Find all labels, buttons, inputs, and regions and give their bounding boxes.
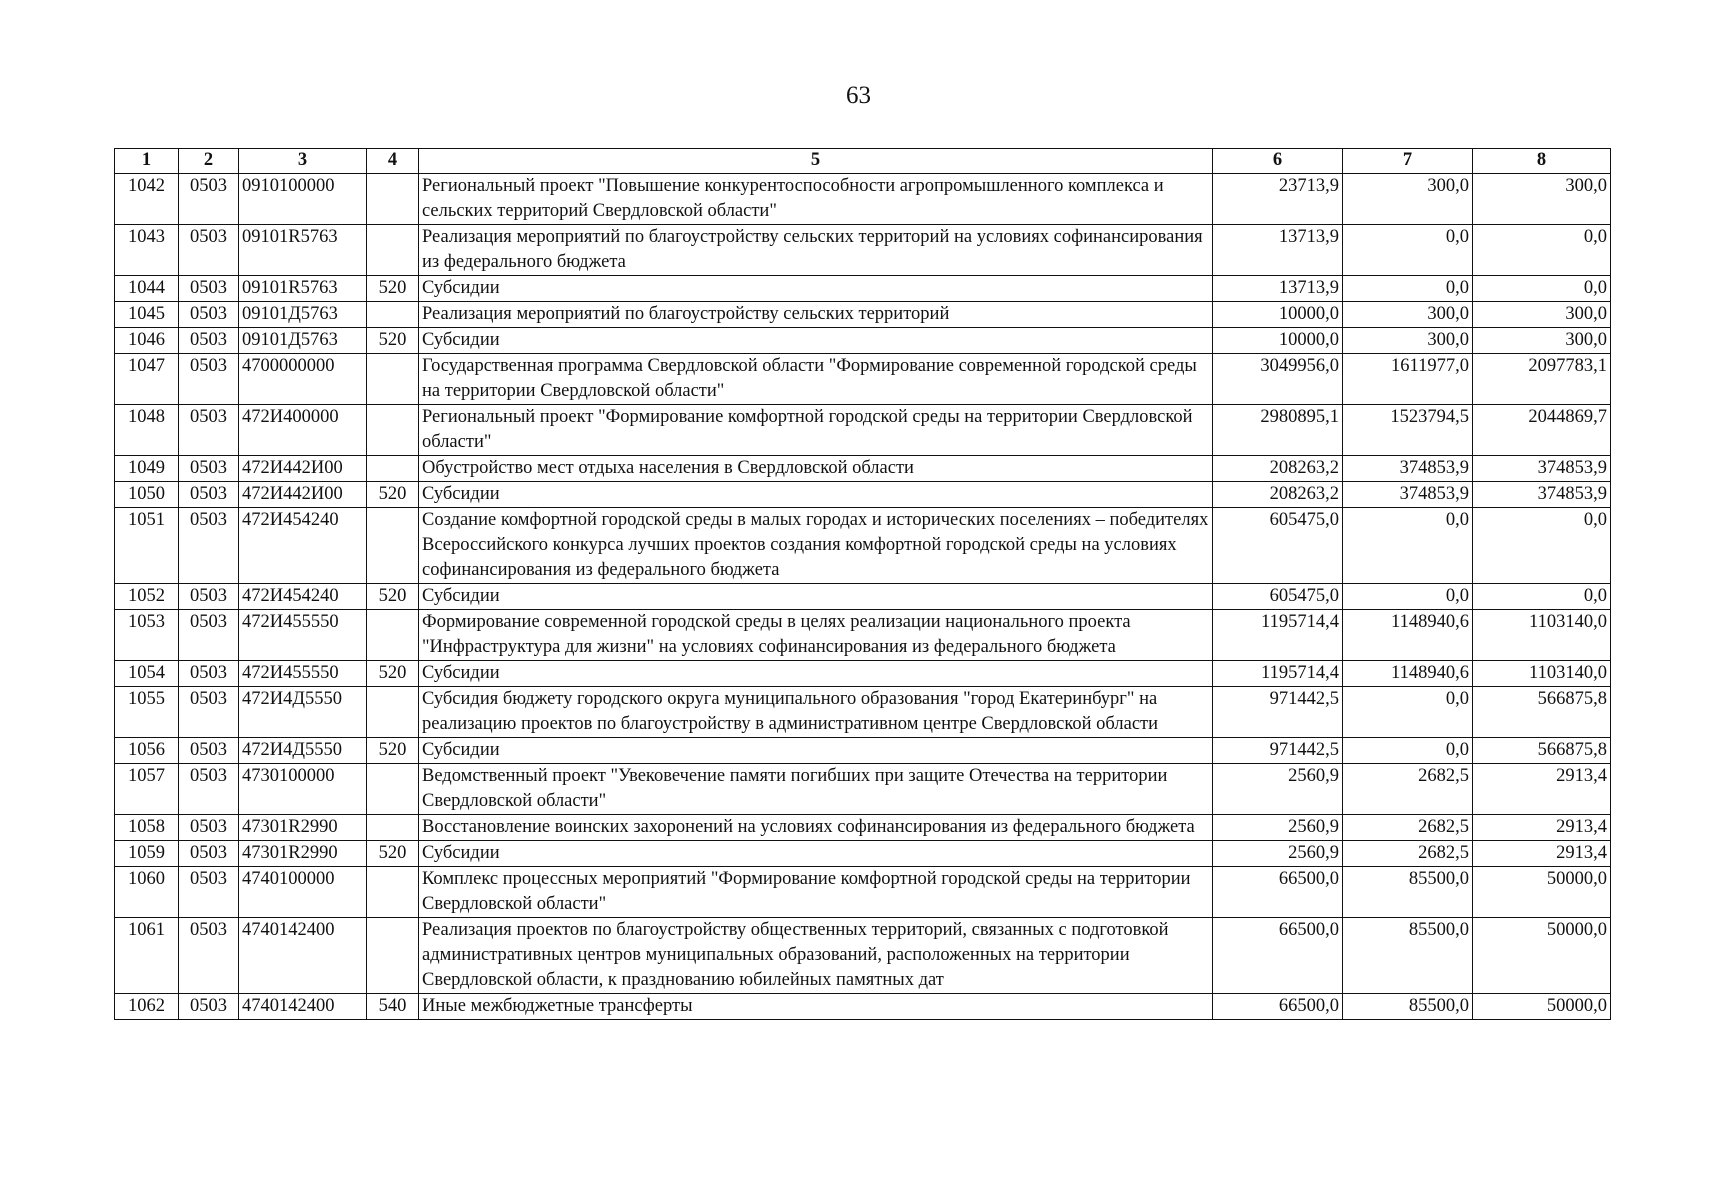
- row-number-cell: 1046: [115, 328, 179, 354]
- amount-col-6-cell: 13713,9: [1213, 225, 1343, 276]
- header-cell: 5: [419, 149, 1213, 174]
- row-number-cell: 1061: [115, 918, 179, 994]
- section-code-cell: 0503: [179, 764, 239, 815]
- budget-table: [114, 148, 1611, 1020]
- expense-type-code-cell: [367, 302, 419, 328]
- row-number-cell: 1062: [115, 994, 179, 1020]
- amount-col-7-cell: 300,0: [1343, 174, 1473, 225]
- expense-type-code-cell: [367, 225, 419, 276]
- row-number-cell: 1045: [115, 302, 179, 328]
- expense-type-code-cell: [367, 815, 419, 841]
- target-article-code-cell: 47301R2990: [239, 815, 367, 841]
- item-name-cell: Ведомственный проект "Увековечение памяти погибших при защите Отечества на территории Свердловской области": [419, 764, 1213, 815]
- amount-col-7-cell: 1148940,6: [1343, 610, 1473, 661]
- item-name-cell: Субсидии: [419, 841, 1213, 867]
- amount-col-8-cell: 50000,0: [1473, 867, 1611, 918]
- item-name-cell: Субсидии: [419, 276, 1213, 302]
- target-article-code-cell: 4730100000: [239, 764, 367, 815]
- section-code-cell: 0503: [179, 918, 239, 994]
- header-cell: 4: [367, 149, 419, 174]
- section-code-cell: 0503: [179, 276, 239, 302]
- expense-type-code-cell: [367, 687, 419, 738]
- amount-col-8-cell: 300,0: [1473, 302, 1611, 328]
- section-code-cell: 0503: [179, 328, 239, 354]
- target-article-code-cell: 472И442И00: [239, 482, 367, 508]
- header-cell: 2: [179, 149, 239, 174]
- item-name-cell: Субсидии: [419, 738, 1213, 764]
- table-row: [115, 225, 1611, 276]
- amount-col-6-cell: 208263,2: [1213, 456, 1343, 482]
- header-cell: 8: [1473, 149, 1611, 174]
- section-code-cell: 0503: [179, 225, 239, 276]
- row-number-cell: 1048: [115, 405, 179, 456]
- table-row: [115, 482, 1611, 508]
- amount-col-8-cell: 1103140,0: [1473, 610, 1611, 661]
- amount-col-8-cell: 2913,4: [1473, 815, 1611, 841]
- section-code-cell: 0503: [179, 610, 239, 661]
- amount-col-6-cell: 2560,9: [1213, 764, 1343, 815]
- row-number-cell: 1056: [115, 738, 179, 764]
- item-name-cell: Создание комфортной городской среды в малых городах и исторических поселениях – победителях Всероссийского конкурса лучших проектов создания комфортной городской среды на условиях софинансирования из федерального бюджета: [419, 508, 1213, 584]
- section-code-cell: 0503: [179, 456, 239, 482]
- row-number-cell: 1059: [115, 841, 179, 867]
- item-name-cell: Государственная программа Свердловской области "Формирование современной городской среды на территории Свердловской области": [419, 354, 1213, 405]
- amount-col-8-cell: 0,0: [1473, 508, 1611, 584]
- target-article-code-cell: 472И454240: [239, 584, 367, 610]
- amount-col-7-cell: 1611977,0: [1343, 354, 1473, 405]
- amount-col-8-cell: 300,0: [1473, 174, 1611, 225]
- expense-type-code-cell: [367, 354, 419, 405]
- row-number-cell: 1049: [115, 456, 179, 482]
- amount-col-6-cell: 2560,9: [1213, 841, 1343, 867]
- section-code-cell: 0503: [179, 405, 239, 456]
- amount-col-6-cell: 66500,0: [1213, 994, 1343, 1020]
- table-row: [115, 405, 1611, 456]
- item-name-cell: Субсидии: [419, 328, 1213, 354]
- row-number-cell: 1060: [115, 867, 179, 918]
- target-article-code-cell: 472И454240: [239, 508, 367, 584]
- section-code-cell: 0503: [179, 482, 239, 508]
- section-code-cell: 0503: [179, 994, 239, 1020]
- header-cell: 1: [115, 149, 179, 174]
- table-row: [115, 328, 1611, 354]
- expense-type-code-cell: 520: [367, 738, 419, 764]
- amount-col-7-cell: 0,0: [1343, 738, 1473, 764]
- expense-type-code-cell: [367, 405, 419, 456]
- target-article-code-cell: 47301R2990: [239, 841, 367, 867]
- amount-col-7-cell: 85500,0: [1343, 867, 1473, 918]
- expense-type-code-cell: 540: [367, 994, 419, 1020]
- section-code-cell: 0503: [179, 508, 239, 584]
- amount-col-8-cell: 374853,9: [1473, 482, 1611, 508]
- target-article-code-cell: 4740100000: [239, 867, 367, 918]
- amount-col-7-cell: 85500,0: [1343, 918, 1473, 994]
- amount-col-6-cell: 2560,9: [1213, 815, 1343, 841]
- table-row: [115, 738, 1611, 764]
- amount-col-8-cell: 2913,4: [1473, 841, 1611, 867]
- amount-col-8-cell: 2044869,7: [1473, 405, 1611, 456]
- target-article-code-cell: 09101Д5763: [239, 328, 367, 354]
- amount-col-8-cell: 374853,9: [1473, 456, 1611, 482]
- amount-col-6-cell: 2980895,1: [1213, 405, 1343, 456]
- amount-col-6-cell: 66500,0: [1213, 867, 1343, 918]
- table-row: [115, 456, 1611, 482]
- item-name-cell: Субсидия бюджету городского округа муниципального образования "город Екатеринбург" на реализацию проектов по благоустройству в административном центре Свердловской области: [419, 687, 1213, 738]
- table-row: [115, 508, 1611, 584]
- row-number-cell: 1053: [115, 610, 179, 661]
- table-row: [115, 174, 1611, 225]
- amount-col-7-cell: 0,0: [1343, 276, 1473, 302]
- amount-col-8-cell: 2913,4: [1473, 764, 1611, 815]
- amount-col-8-cell: 50000,0: [1473, 918, 1611, 994]
- header-cell: 3: [239, 149, 367, 174]
- expense-type-code-cell: 520: [367, 328, 419, 354]
- expense-type-code-cell: 520: [367, 482, 419, 508]
- section-code-cell: 0503: [179, 738, 239, 764]
- item-name-cell: Субсидии: [419, 482, 1213, 508]
- expense-type-code-cell: [367, 867, 419, 918]
- item-name-cell: Реализация проектов по благоустройству общественных территорий, связанных с подготовкой административных центров муниципальных образований, расположенных на территории Свердловской области, к празднованию юбилейных памятных дат: [419, 918, 1213, 994]
- item-name-cell: Реализация мероприятий по благоустройству сельских территорий на условиях софинансирования из федерального бюджета: [419, 225, 1213, 276]
- amount-col-7-cell: 0,0: [1343, 508, 1473, 584]
- amount-col-7-cell: 374853,9: [1343, 456, 1473, 482]
- amount-col-6-cell: 605475,0: [1213, 508, 1343, 584]
- amount-col-8-cell: 50000,0: [1473, 994, 1611, 1020]
- section-code-cell: 0503: [179, 661, 239, 687]
- table-header-row: [115, 149, 1611, 174]
- amount-col-6-cell: 1195714,4: [1213, 661, 1343, 687]
- table-row: [115, 918, 1611, 994]
- table-row: [115, 354, 1611, 405]
- amount-col-7-cell: 1523794,5: [1343, 405, 1473, 456]
- section-code-cell: 0503: [179, 354, 239, 405]
- amount-col-6-cell: 971442,5: [1213, 738, 1343, 764]
- expense-type-code-cell: [367, 174, 419, 225]
- target-article-code-cell: 472И400000: [239, 405, 367, 456]
- header-cell: 7: [1343, 149, 1473, 174]
- amount-col-7-cell: 85500,0: [1343, 994, 1473, 1020]
- amount-col-8-cell: 0,0: [1473, 584, 1611, 610]
- row-number-cell: 1047: [115, 354, 179, 405]
- target-article-code-cell: 472И4Д5550: [239, 738, 367, 764]
- section-code-cell: 0503: [179, 815, 239, 841]
- target-article-code-cell: 472И442И00: [239, 456, 367, 482]
- item-name-cell: Комплекс процессных мероприятий "Формирование комфортной городской среды на территории Свердловской области": [419, 867, 1213, 918]
- amount-col-6-cell: 23713,9: [1213, 174, 1343, 225]
- row-number-cell: 1043: [115, 225, 179, 276]
- row-number-cell: 1057: [115, 764, 179, 815]
- section-code-cell: 0503: [179, 302, 239, 328]
- target-article-code-cell: 472И455550: [239, 661, 367, 687]
- section-code-cell: 0503: [179, 687, 239, 738]
- item-name-cell: Региональный проект "Повышение конкурентоспособности агропромышленного комплекса и сельских территорий Свердловской области": [419, 174, 1213, 225]
- amount-col-8-cell: 566875,8: [1473, 738, 1611, 764]
- row-number-cell: 1058: [115, 815, 179, 841]
- target-article-code-cell: 472И4Д5550: [239, 687, 367, 738]
- amount-col-7-cell: 0,0: [1343, 225, 1473, 276]
- section-code-cell: 0503: [179, 174, 239, 225]
- row-number-cell: 1044: [115, 276, 179, 302]
- amount-col-8-cell: 2097783,1: [1473, 354, 1611, 405]
- item-name-cell: Субсидии: [419, 584, 1213, 610]
- item-name-cell: Субсидии: [419, 661, 1213, 687]
- row-number-cell: 1052: [115, 584, 179, 610]
- amount-col-8-cell: 0,0: [1473, 225, 1611, 276]
- amount-col-6-cell: 3049956,0: [1213, 354, 1343, 405]
- target-article-code-cell: 4740142400: [239, 994, 367, 1020]
- table-row: [115, 994, 1611, 1020]
- expense-type-code-cell: 520: [367, 276, 419, 302]
- item-name-cell: Формирование современной городской среды в целях реализации национального проекта "Инфраструктура для жизни" на условиях софинансирования из федерального бюджета: [419, 610, 1213, 661]
- table-row: [115, 610, 1611, 661]
- amount-col-8-cell: 566875,8: [1473, 687, 1611, 738]
- section-code-cell: 0503: [179, 841, 239, 867]
- table-row: [115, 867, 1611, 918]
- amount-col-7-cell: 0,0: [1343, 687, 1473, 738]
- amount-col-6-cell: 605475,0: [1213, 584, 1343, 610]
- item-name-cell: Восстановление воинских захоронений на условиях софинансирования из федерального бюджета: [419, 815, 1213, 841]
- amount-col-6-cell: 10000,0: [1213, 328, 1343, 354]
- amount-col-7-cell: 300,0: [1343, 302, 1473, 328]
- table-row: [115, 687, 1611, 738]
- amount-col-8-cell: 300,0: [1473, 328, 1611, 354]
- expense-type-code-cell: [367, 508, 419, 584]
- expense-type-code-cell: [367, 610, 419, 661]
- expense-type-code-cell: 520: [367, 584, 419, 610]
- table-row: [115, 841, 1611, 867]
- target-article-code-cell: 4700000000: [239, 354, 367, 405]
- table-row: [115, 764, 1611, 815]
- target-article-code-cell: 0910100000: [239, 174, 367, 225]
- amount-col-6-cell: 13713,9: [1213, 276, 1343, 302]
- target-article-code-cell: 472И455550: [239, 610, 367, 661]
- row-number-cell: 1054: [115, 661, 179, 687]
- target-article-code-cell: 09101R5763: [239, 225, 367, 276]
- amount-col-8-cell: 0,0: [1473, 276, 1611, 302]
- amount-col-6-cell: 10000,0: [1213, 302, 1343, 328]
- expense-type-code-cell: [367, 918, 419, 994]
- amount-col-7-cell: 0,0: [1343, 584, 1473, 610]
- header-cell: 6: [1213, 149, 1343, 174]
- expense-type-code-cell: [367, 456, 419, 482]
- item-name-cell: Реализация мероприятий по благоустройству сельских территорий: [419, 302, 1213, 328]
- target-article-code-cell: 4740142400: [239, 918, 367, 994]
- row-number-cell: 1051: [115, 508, 179, 584]
- amount-col-7-cell: 374853,9: [1343, 482, 1473, 508]
- section-code-cell: 0503: [179, 867, 239, 918]
- item-name-cell: Иные межбюджетные трансферты: [419, 994, 1213, 1020]
- expense-type-code-cell: [367, 764, 419, 815]
- amount-col-6-cell: 971442,5: [1213, 687, 1343, 738]
- row-number-cell: 1042: [115, 174, 179, 225]
- row-number-cell: 1055: [115, 687, 179, 738]
- amount-col-8-cell: 1103140,0: [1473, 661, 1611, 687]
- amount-col-6-cell: 66500,0: [1213, 918, 1343, 994]
- table-body: [115, 174, 1611, 1020]
- table-row: [115, 661, 1611, 687]
- amount-col-7-cell: 2682,5: [1343, 841, 1473, 867]
- table-row: [115, 302, 1611, 328]
- item-name-cell: Региональный проект "Формирование комфортной городской среды на территории Свердловской области": [419, 405, 1213, 456]
- table-row: [115, 584, 1611, 610]
- page-number: 63: [846, 82, 871, 109]
- target-article-code-cell: 09101R5763: [239, 276, 367, 302]
- expense-type-code-cell: 520: [367, 661, 419, 687]
- table-row: [115, 815, 1611, 841]
- section-code-cell: 0503: [179, 584, 239, 610]
- amount-col-6-cell: 208263,2: [1213, 482, 1343, 508]
- amount-col-7-cell: 2682,5: [1343, 815, 1473, 841]
- amount-col-6-cell: 1195714,4: [1213, 610, 1343, 661]
- target-article-code-cell: 09101Д5763: [239, 302, 367, 328]
- amount-col-7-cell: 2682,5: [1343, 764, 1473, 815]
- amount-col-7-cell: 1148940,6: [1343, 661, 1473, 687]
- expense-type-code-cell: 520: [367, 841, 419, 867]
- item-name-cell: Обустройство мест отдыха населения в Свердловской области: [419, 456, 1213, 482]
- row-number-cell: 1050: [115, 482, 179, 508]
- amount-col-7-cell: 300,0: [1343, 328, 1473, 354]
- table-row: [115, 276, 1611, 302]
